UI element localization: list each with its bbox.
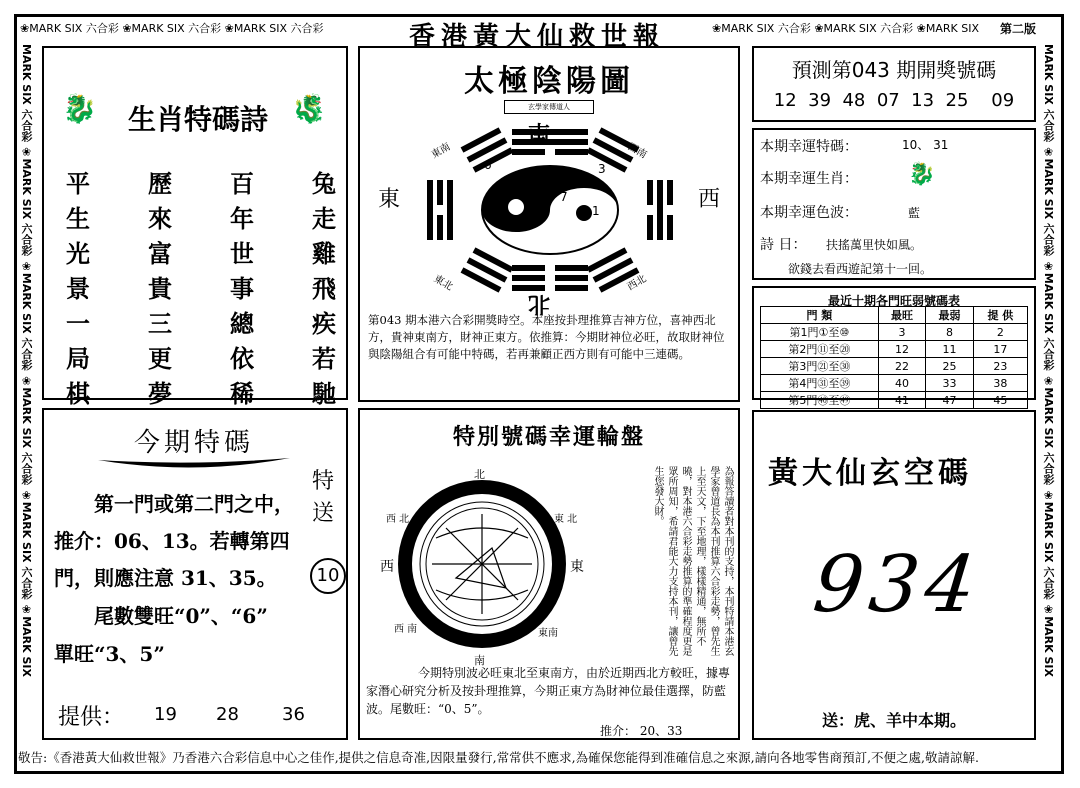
header-strip-right: ❀MARK SIX 六合彩 ❀MARK SIX 六合彩 ❀MARK SIX xyxy=(712,22,980,35)
table-cell: 38 xyxy=(973,375,1027,392)
poem-char: 世 xyxy=(230,239,254,268)
taiji-se: 東南 xyxy=(429,141,453,161)
bottom-notice: 敬告:《香港黃大仙救世報》乃香港六合彩信息中心之佳作,提供之信息奇准,因限量發行,常常供不應求,為確保您能得到准確信息之來源,請向各地零售商預訂,不便之處,敬請諒解. xyxy=(18,750,980,765)
wheel-se: 東南 xyxy=(538,628,558,639)
luck-wave-label: 本期幸運色波： xyxy=(760,205,858,221)
header-strip-left: ❀MARK SIX 六合彩 ❀MARK SIX 六合彩 ❀MARK SIX 六合彩 xyxy=(20,22,324,35)
prediction-box xyxy=(752,46,1036,122)
poem-char: 雞 xyxy=(312,239,336,268)
hot-cold-box xyxy=(752,286,1036,407)
xuankong-footer: 送：虎、羊中本期。 xyxy=(821,711,966,730)
table-cell: 第5門㊵至㊾ xyxy=(761,392,879,409)
table-cell: 2 xyxy=(973,324,1027,341)
luck-poem-label: 詩 日： xyxy=(760,237,807,253)
taiji-east: 東 xyxy=(378,187,401,212)
poem-char: 更 xyxy=(148,344,172,373)
poem-char: 走 xyxy=(312,204,336,233)
table-cell: 12 xyxy=(878,341,925,358)
taiji-north: 北 xyxy=(528,291,551,317)
wheel-east: 東 xyxy=(570,559,584,575)
taiji-text: 第043 期本港六合彩開獎時空。本座按卦理推算吉神方位，喜神西北方，貴神東南方，財神正東方。依推算：今期財神位必旺，故取財神位與陰陽組合有可能中特碼，若再兼顧正西方則有可能中三連碼。 xyxy=(368,313,725,361)
table-header: 最旺 xyxy=(878,307,925,324)
table-cell: 第4門㉛至㊴ xyxy=(761,375,879,392)
table-cell: 3 xyxy=(878,324,925,341)
provide-number: 19 xyxy=(154,704,177,725)
poem-column xyxy=(230,164,254,408)
poem-char: 三 xyxy=(148,309,172,338)
table-row xyxy=(761,392,1028,409)
poem-box xyxy=(42,46,348,408)
poem-title: 生肖特碼詩 xyxy=(127,103,268,136)
poem-char: 貴 xyxy=(148,274,172,303)
prediction-numbers: 12 39 48 07 13 25 09 xyxy=(773,90,1015,111)
luck-zodiac-label: 本期幸運生肖： xyxy=(760,171,858,187)
swoosh-underline xyxy=(94,454,294,472)
poem-char: 景 xyxy=(66,274,90,303)
luck-box xyxy=(752,128,1036,280)
luck-special-label: 本期幸運特碼： xyxy=(760,139,858,155)
newspaper-title: 香港黃大仙救世報 xyxy=(408,22,665,52)
table-cell: 22 xyxy=(878,358,925,375)
hot-cold-table xyxy=(760,306,1028,409)
luck-poem-line1: 扶搖萬里快如風。 xyxy=(826,238,923,252)
luck-wave-value: 藍 xyxy=(908,206,921,220)
poem-char: 依 xyxy=(230,344,254,373)
wheel-side-text: 為報答讀者對本刊的支持，本刊特請本港玄學家曾道長為本刊推算六合彩走勢，曾先生上至天文，下至地理，樣樣精通，無所不曉，對本港六合彩走勢推算的準確程度更是眾所周知，希請君能大力支持本刊，讓曾先生您發大財。 xyxy=(652,466,733,656)
taiji-south: 南 xyxy=(528,122,551,148)
poem-char: 百 xyxy=(230,169,254,198)
special-code-box xyxy=(42,408,348,740)
taiji-num: 2 xyxy=(512,176,520,190)
table-cell: 45 xyxy=(973,392,1027,409)
provide-label: 提供： xyxy=(58,705,125,730)
poem-char: 局 xyxy=(66,344,90,373)
taiji-nw: 西北 xyxy=(625,273,649,293)
table-header: 提 供 xyxy=(973,307,1027,324)
gift-number: 10 xyxy=(310,558,346,594)
poem-char: 光 xyxy=(66,239,90,268)
taiji-title: 太極陰陽圖 xyxy=(464,64,634,99)
taiji-num: 8 xyxy=(486,206,494,220)
table-cell: 25 xyxy=(926,358,973,375)
side-strip-left: MARK SIX 六合彩 ❀MARK SIX 六合彩 ❀MARK SIX 六合彩 ❀MARK SIX 六合彩 ❀MARK SIX 六合彩 ❀MARK SIX xyxy=(20,44,33,677)
table-cell: 41 xyxy=(878,392,925,409)
poem-char: 馳 xyxy=(312,379,336,408)
poem-column xyxy=(148,164,172,408)
table-row xyxy=(761,324,1028,341)
poem-char: 飛 xyxy=(312,274,336,303)
poem-char: 生 xyxy=(66,204,90,233)
taiji-badge: 玄學家傳道人 xyxy=(504,100,594,114)
wheel-title: 特別號碼幸運輪盤 xyxy=(452,425,645,450)
poem-char: 事 xyxy=(230,274,254,303)
provide-number: 36 xyxy=(282,704,305,725)
table-header: 門 類 xyxy=(761,307,879,324)
xuankong-title: 黃大仙玄空碼 xyxy=(768,456,972,491)
table-cell: 8 xyxy=(926,324,973,341)
table-cell: 33 xyxy=(926,375,973,392)
taiji-num: 1 xyxy=(592,204,600,218)
poem-char: 富 xyxy=(148,239,172,268)
luck-special-value: 10、 31 xyxy=(902,138,949,152)
taiji-num: 7 xyxy=(560,190,568,204)
poem-char: 稀 xyxy=(230,379,254,408)
edition-label: 第二版 xyxy=(1000,22,1037,36)
xuankong-box xyxy=(752,410,1036,740)
poem-grid xyxy=(66,164,336,408)
poem-char: 若 xyxy=(312,344,336,373)
taiji-west: 西 xyxy=(698,187,721,212)
wheel-recommend: 推介： 20、33 xyxy=(600,724,683,738)
side-strip-right: MARK SIX 六合彩 ❀MARK SIX 六合彩 ❀MARK SIX 六合彩 ❀MARK SIX 六合彩 ❀MARK SIX 六合彩 ❀MARK SIX xyxy=(1042,44,1055,677)
table-row xyxy=(761,358,1028,375)
table-cell: 第3門㉑至㉚ xyxy=(761,358,879,375)
poem-char: 夢 xyxy=(148,379,172,408)
special-body: 第一門或第二門之中，推介：06、13。若轉第四門，則應注意 31、35。 xyxy=(54,492,294,590)
gift-label: 特送 xyxy=(312,469,335,526)
wheel-west: 西 xyxy=(380,559,394,575)
special-tail2: 單旺“3、5” xyxy=(54,642,165,666)
table-cell: 11 xyxy=(926,341,973,358)
taiji-ne: 東北 xyxy=(431,273,455,293)
poem-column xyxy=(66,164,90,408)
table-cell: 47 xyxy=(926,392,973,409)
wheel-nw: 西 北 xyxy=(386,514,410,525)
poem-column xyxy=(312,164,336,408)
poem-char: 平 xyxy=(66,169,90,198)
table-row xyxy=(761,375,1028,392)
table-title: 最近十期各門旺弱號碼表 xyxy=(827,294,960,308)
poem-char: 歷 xyxy=(148,169,172,198)
table-cell: 第1門①至⑩ xyxy=(761,324,879,341)
prediction-title: 預測第043 期開獎號碼 xyxy=(791,58,997,82)
poem-char: 兔 xyxy=(312,169,336,198)
wheel-south: 南 xyxy=(474,654,485,667)
special-tail1: 尾數雙旺“0”、“6” xyxy=(94,604,268,628)
table-header-row xyxy=(761,307,1028,324)
table-header: 最弱 xyxy=(926,307,973,324)
taiji-num: 6 xyxy=(484,158,492,172)
dragon-icon: 🐉 xyxy=(908,162,936,187)
table-cell: 40 xyxy=(878,375,925,392)
poem-char: 棋 xyxy=(66,379,90,408)
taiji-num: 3 xyxy=(598,162,606,176)
wheel-box xyxy=(358,408,740,740)
wheel-ne: 東 北 xyxy=(554,514,578,525)
poem-char: 一 xyxy=(66,309,90,338)
xuankong-code: 934 xyxy=(809,540,986,630)
table-row xyxy=(761,341,1028,358)
special-title: 今期特碼 xyxy=(133,428,254,458)
poem-char: 疾 xyxy=(312,309,336,338)
table-cell: 17 xyxy=(973,341,1027,358)
dragon-right-icon: 🐉 xyxy=(292,92,327,125)
table-cell: 第2門⑪至⑳ xyxy=(761,341,879,358)
dragon-left-icon: 🐉 xyxy=(62,92,97,125)
wheel-north: 北 xyxy=(474,468,485,481)
poem-char: 總 xyxy=(230,309,254,338)
taiji-box xyxy=(358,46,740,402)
taiji-sw: 西南 xyxy=(625,141,649,161)
wheel-sw: 西 南 xyxy=(394,624,418,635)
poem-char: 來 xyxy=(148,204,172,233)
provide-number: 28 xyxy=(216,704,239,725)
luck-poem-line2: 欲錢去看西遊記第十一回。 xyxy=(788,262,933,276)
poem-char: 年 xyxy=(230,204,254,233)
wheel-text: 今期特別波必旺東北至東南方，由於近期西北方較旺，據專家潛心研究分析及按卦理推算，今期正東方為財神位最佳選擇，防藍波。尾數旺：“0、5”。 xyxy=(366,666,731,716)
table-cell: 23 xyxy=(973,358,1027,375)
